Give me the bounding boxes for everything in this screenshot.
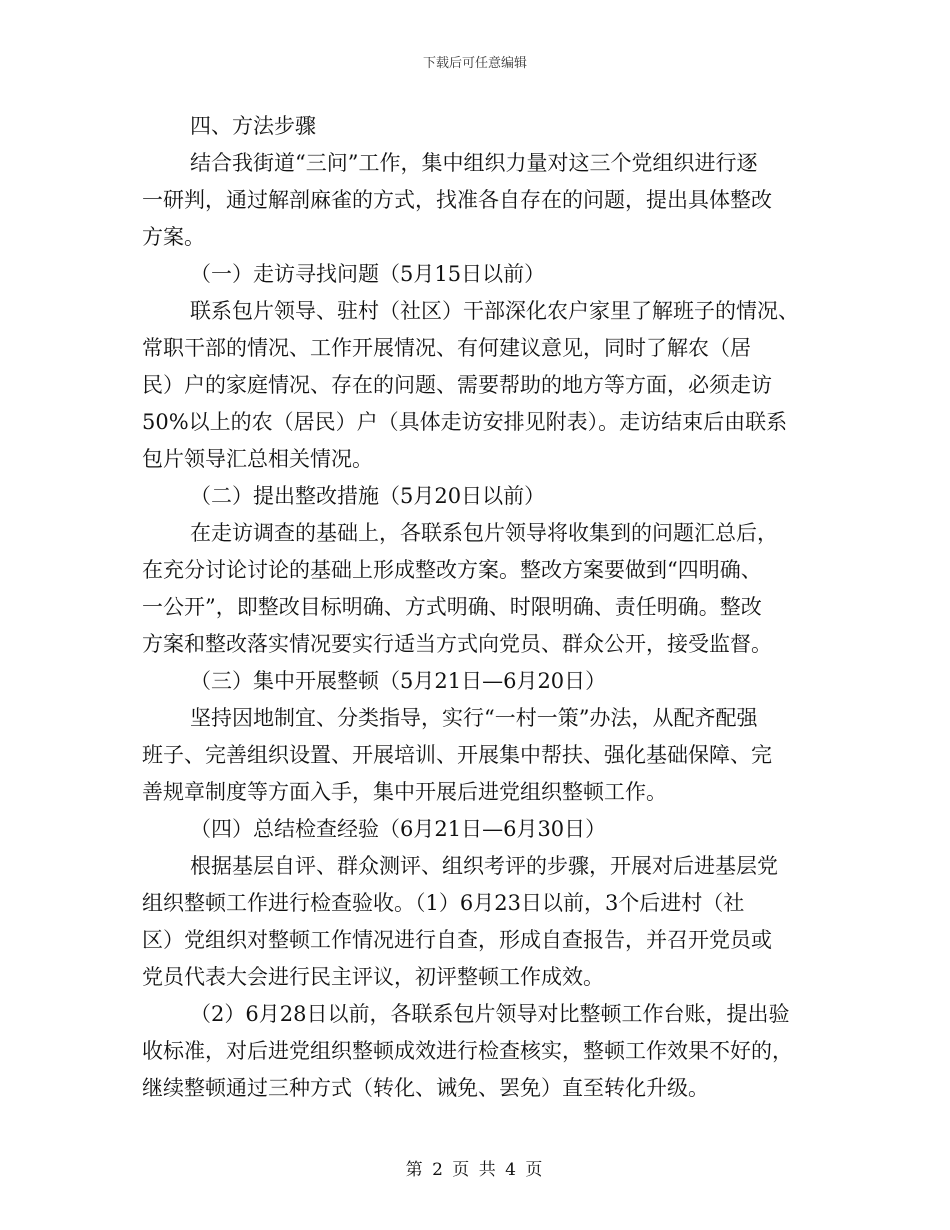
text-line: 在充分讨论讨论的基础上形成整改方案。整改方案要做到“四明确、 bbox=[142, 558, 762, 582]
text-line: （三）集中开展整顿（5月21日—6月20日） bbox=[190, 669, 607, 693]
text-line: 在走访调查的基础上，各联系包片领导将收集到的问题汇总后， bbox=[190, 521, 778, 545]
page-footer: 第 2 页 共 4 页 bbox=[405, 1160, 545, 1180]
text-line: 继续整顿通过三种方式（转化、诫免、罢免）直至转化升级。 bbox=[142, 1076, 709, 1100]
text-line: 善规章制度等方面入手，集中开展后进党组织整顿工作。 bbox=[142, 780, 667, 804]
page-header: 下载后可任意编辑 bbox=[422, 56, 527, 71]
text-line: 组织整顿工作进行检查验收。（1）6月23日以前，3个后进村（社 bbox=[142, 891, 745, 915]
text-line: 民）户的家庭情况、存在的问题、需要帮助的地方等方面，必须走访 bbox=[142, 373, 772, 397]
text-line: （四）总结检查经验（6月21日—6月30日） bbox=[190, 817, 607, 841]
text-line: 方案和整改落实情况要实行适当方式向党员、群众公开，接受监督。 bbox=[142, 632, 772, 656]
text-line: 党员代表大会进行民主评议，初评整顿工作成效。 bbox=[142, 965, 604, 989]
text-line: 坚持因地制宜、分类指导，实行“一村一策”办法，从配齐配强 bbox=[190, 706, 758, 730]
text-line: 结合我街道“三问”工作，集中组织力量对这三个党组织进行逐 bbox=[190, 151, 758, 175]
text-line: （二）提出整改措施（5月20日以前） bbox=[190, 484, 546, 508]
text-line: 班子、完善组织设置、开展培训、开展集中帮扶、强化基础保障、完 bbox=[142, 743, 772, 767]
text-line: 收标准，对后进党组织整顿成效进行检查核实，整顿工作效果不好的， bbox=[142, 1039, 793, 1063]
text-line: 联系包片领导、驻村（社区）干部深化农户家里了解班子的情况、 bbox=[190, 299, 799, 323]
text-line: 区）党组织对整顿工作情况进行自查，形成自查报告，并召开党员或 bbox=[142, 928, 772, 952]
text-line: 包片领导汇总相关情况。 bbox=[142, 447, 373, 471]
text-line: 常职干部的情况、工作开展情况、有何建议意见，同时了解农（居 bbox=[142, 336, 751, 360]
text-line: 方案。 bbox=[142, 225, 205, 249]
document-body bbox=[142, 108, 822, 1107]
text-line: 50%以上的农（居民）户（具体走访安排见附表）。走访结束后由联系 bbox=[142, 410, 788, 434]
text-line: 一公开”，即整改目标明确、方式明确、时限明确、责任明确。整改 bbox=[142, 595, 762, 619]
text-line: 根据基层自评、群众测评、组织考评的步骤，开展对后进基层党 bbox=[190, 854, 778, 878]
text-line: （一）走访寻找问题（5月15日以前） bbox=[190, 262, 546, 286]
text-line: （2）6月28日以前，各联系包片领导对比整顿工作台账，提出验 bbox=[190, 1002, 790, 1026]
text-line: 一研判，通过解剖麻雀的方式，找准各自存在的问题，提出具体整改 bbox=[142, 188, 772, 212]
text-line: 四、方法步骤 bbox=[190, 114, 316, 138]
